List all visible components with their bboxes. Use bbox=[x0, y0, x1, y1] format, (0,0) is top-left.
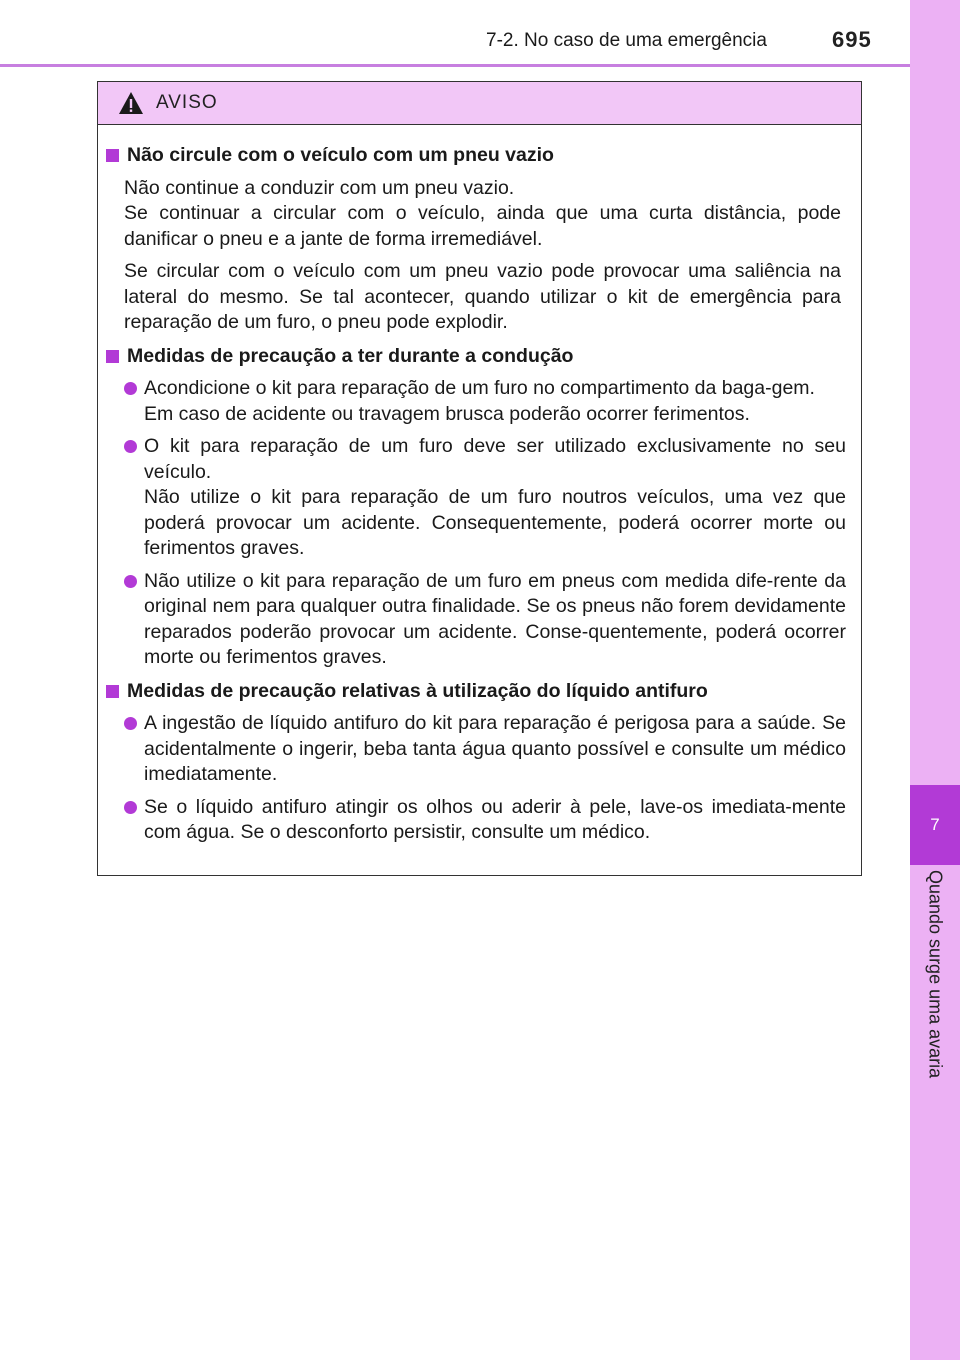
bullet-item bbox=[124, 569, 846, 671]
warning-section bbox=[106, 344, 853, 671]
bullet-item bbox=[124, 711, 846, 788]
paragraph bbox=[124, 176, 841, 253]
warning-section bbox=[106, 679, 853, 846]
paragraph-line: Não continue a conduzir com um pneu vazio. bbox=[124, 176, 515, 199]
bullet-item bbox=[124, 376, 846, 427]
section-heading bbox=[106, 344, 853, 370]
circle-bullet-icon bbox=[124, 575, 137, 588]
page-number: 695 bbox=[832, 27, 872, 52]
warning-triangle-icon bbox=[118, 91, 144, 115]
bullet-item bbox=[124, 795, 846, 846]
section-heading bbox=[106, 143, 853, 169]
section-heading bbox=[106, 679, 853, 705]
bullet-line: Não utilize o kit para reparação de um furo noutros veículos, uma vez que poderá provocar um acidente. Consequentemente, poderá ocorrer morte ou ferimentos graves. bbox=[144, 486, 846, 559]
chapter-number-badge: 7 bbox=[910, 785, 960, 865]
circle-bullet-icon bbox=[124, 717, 137, 730]
warning-title: AVISO bbox=[156, 92, 218, 113]
warning-box bbox=[97, 81, 862, 876]
circle-bullet-icon bbox=[124, 382, 137, 395]
bullet-line: Se o líquido antifuro atingir os olhos ou aderir à pele, lave-os imediata-mente com água. Se o desconforto persistir, consulte um médico. bbox=[144, 795, 846, 843]
warning-header bbox=[98, 82, 861, 125]
running-header: 7-2. No caso de uma emergência bbox=[486, 30, 767, 51]
square-bullet-icon bbox=[106, 685, 119, 698]
bullet-item bbox=[124, 434, 846, 562]
paragraph bbox=[124, 259, 841, 336]
header-divider bbox=[0, 64, 910, 67]
paragraph-line: Se circular com o veículo com um pneu vazio pode provocar uma saliência na lateral do mesmo. Se tal acontecer, quando utilizar o kit de emergência para reparação de um furo, o pneu pode explodir. bbox=[124, 260, 841, 333]
bullet-line: Em caso de acidente ou travagem brusca poderão ocorrer ferimentos. bbox=[144, 402, 750, 425]
square-bullet-icon bbox=[106, 350, 119, 363]
warning-section bbox=[106, 143, 853, 336]
circle-bullet-icon bbox=[124, 801, 137, 814]
square-bullet-icon bbox=[106, 149, 119, 162]
section-heading-text: Medidas de precaução a ter durante a condução bbox=[127, 344, 574, 367]
chapter-title-vertical: Quando surge uma avaria bbox=[925, 870, 946, 1079]
warning-body bbox=[98, 125, 861, 846]
bullet-line: A ingestão de líquido antifuro do kit para reparação é perigosa para a saúde. Se acidentalmente o ingerir, beba tanta água quanto possível e consulte um médico imediatamente. bbox=[144, 712, 846, 785]
section-heading-text: Medidas de precaução relativas à utilização do líquido antifuro bbox=[127, 679, 708, 702]
bullet-line: Não utilize o kit para reparação de um furo em pneus com medida dife-rente da original nem para qualquer outra finalidade. Se os pneus não forem devidamente reparados poderão provocar um acidente. Conse-quentemente, poderá ocorrer morte ou ferimentos graves. bbox=[144, 569, 846, 668]
paragraph-line: Se continuar a circular com o veículo, ainda que uma curta distância, pode danificar o pneu e a jante de forma irremediável. bbox=[124, 202, 841, 250]
bullet-line: Acondicione o kit para reparação de um furo no compartimento da baga-gem. bbox=[144, 377, 815, 399]
bullet-line: O kit para reparação de um furo deve ser utilizado exclusivamente no seu veículo. bbox=[144, 435, 846, 483]
circle-bullet-icon bbox=[124, 440, 137, 453]
section-heading-text: Não circule com o veículo com um pneu vazio bbox=[127, 144, 554, 166]
chapter-side-tab bbox=[910, 0, 960, 1360]
